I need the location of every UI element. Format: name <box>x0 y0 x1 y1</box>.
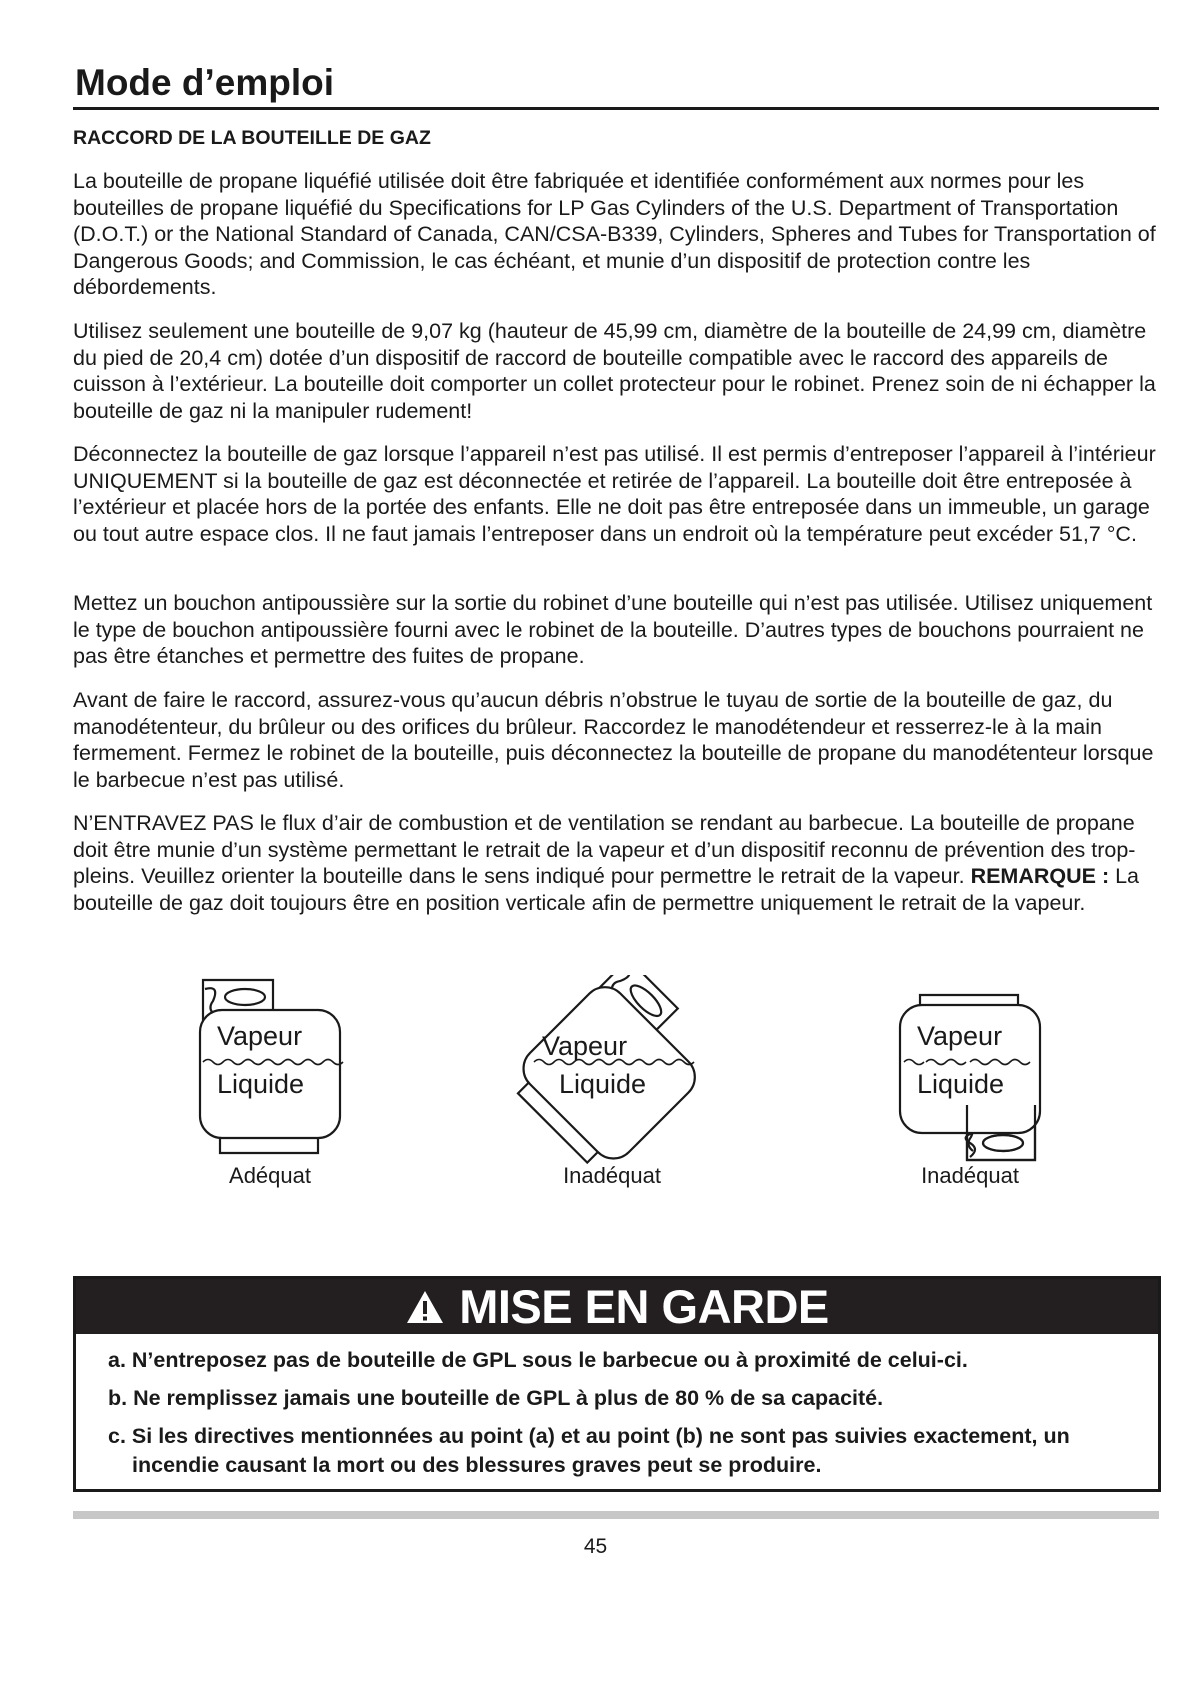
fig1-caption: Adéquat <box>229 1163 311 1188</box>
warning-item-c: c. Si les directives mentionnées au point (a) et au point (b) ne sont pas suivies exactement, un incendie causant la mort ou des blessures graves peut se produire. <box>108 1424 1070 1477</box>
page-title: Mode d’emploi <box>75 62 334 103</box>
fig3-liquid-label: Liquide <box>917 1069 1005 1099</box>
figure-inverted-cylinder <box>870 975 1070 1205</box>
paragraph-disconnect-storage: Déconnectez la bouteille de gaz lorsque l’appareil n’est pas utilisé. Il est permis d’entreposer l’appareil à l’intérieur UNIQUEMENT si la bouteille de gaz est déconnectée et retirée de l’appareil. La bouteille doit être entreposée à l’extérieur et placée hors de la portée des enfants. Elle ne doit pas être entreposée dans un immeuble, un garage ou tout autre espace clos. Il ne faut jamais l’entreposer dans un endroit où la température peut excéder 51,7 °C. <box>73 442 1156 546</box>
paragraph-dust-cap: Mettez un bouchon antipoussière sur la sortie du robinet d’une bouteille qui n’est pas utilisée. Utilisez uniquement le type de bouchon antipoussière fourni avec le robinet de la bouteille. D’autres types de bouchons pourraient ne pas être étanches et permettre des fuites de propane. <box>73 591 1153 668</box>
inverted-cylinder-icon <box>870 975 1070 1165</box>
paragraph-connection: Avant de faire le raccord, assurez-vous qu’aucun débris n’obstrue le tuyau de sortie de la bouteille de gaz, du manodétenteur, du brûleur ou des orifices du brûleur. Raccordez le manodétendeur et resserrez-le à la main fermement. Fermez le robinet de la bouteille, puis déconnectez la bouteille de propane du manodétenteur lorsque le barbecue n’est pas utilisé. <box>73 688 1154 792</box>
paragraph-cylinder-size: Utilisez seulement une bouteille de 9,07 kg (hauteur de 45,99 cm, diamètre de la bouteille de 24,99 cm, diamètre du pied de 20,4 cm) dotée d’un dispositif de raccord de bouteille compatible avec le raccord des appareils de cuisson à l’extérieur. La bouteille doit comporter un collet protecteur pour le robinet. Prenez soin de ni échapper la bouteille de gaz ni la manipuler rudement! <box>73 319 1156 423</box>
warning-box <box>73 1276 1161 1492</box>
fig2-caption: Inadéquat <box>563 1163 661 1188</box>
section-heading: RACCORD DE LA BOUTEILLE DE GAZ <box>73 127 431 149</box>
warning-item-a: a. N’entreposez pas de bouteille de GPL sous le barbecue ou à proximité de celui-ci. <box>108 1348 968 1372</box>
figure-upright-cylinder <box>170 975 370 1205</box>
remark-text: La bouteille de gaz doit toujours être en position verticale afin de permettre uniquement le retrait de la vapeur. <box>73 864 1140 915</box>
warning-item-b: b. Ne remplissez jamais une bouteille de GPL à plus de 80 % de sa capacité. <box>108 1386 884 1410</box>
ventilation-text: N’ENTRAVEZ PAS le flux d’air de combustion et de ventilation se rendant au barbecue. La bouteille de propane doit être munie d’un système permettant le retrait de la vapeur et d’un dispositif reconnu de prévention des trop-pleins. Veuillez orienter la bouteille dans le sens indiqué pour permettre le retrait de la vapeur. <box>73 811 1136 888</box>
title-divider <box>73 107 1159 110</box>
figure-tilted-cylinder <box>512 975 712 1205</box>
warning-list <box>76 1334 1158 1480</box>
cylinder-orientation-figures <box>73 975 1159 1205</box>
fig2-liquid-label: Liquide <box>559 1069 647 1099</box>
paragraph-ventilation <box>73 810 1159 916</box>
remark-label: REMARQUE : <box>970 864 1110 888</box>
fig1-liquid-label: Liquide <box>217 1069 305 1099</box>
fig2-vapor-label: Vapeur <box>542 1031 628 1061</box>
paragraph-cylinder-standards: La bouteille de propane liquéfié utilisée doit être fabriquée et identifiée conformément aux normes pour les bouteilles de propane liquéfié du Specifications for LP Gas Cylinders of the U.S. Department of Transportation (D.O.T.) or the National Standard of Canada, CAN/CSA-B339, Cylinders, Spheres and Tubes for Transportation of Dangerous Goods; and Commission, le cas échéant, et munie d’un dispositif de protection contre les débordements. <box>73 169 1156 299</box>
warning-header <box>76 1279 1158 1334</box>
fig1-vapor-label: Vapeur <box>217 1021 303 1051</box>
page-number: 45 <box>583 1535 608 1558</box>
warning-title: MISE EN GARDE <box>459 1280 829 1333</box>
footer-divider <box>73 1511 1159 1519</box>
warning-triangle-icon <box>405 1289 445 1325</box>
fig3-caption: Inadéquat <box>921 1163 1019 1188</box>
fig3-vapor-label: Vapeur <box>917 1021 1003 1051</box>
tilted-cylinder-icon <box>512 975 712 1165</box>
upright-cylinder-icon <box>170 975 370 1165</box>
